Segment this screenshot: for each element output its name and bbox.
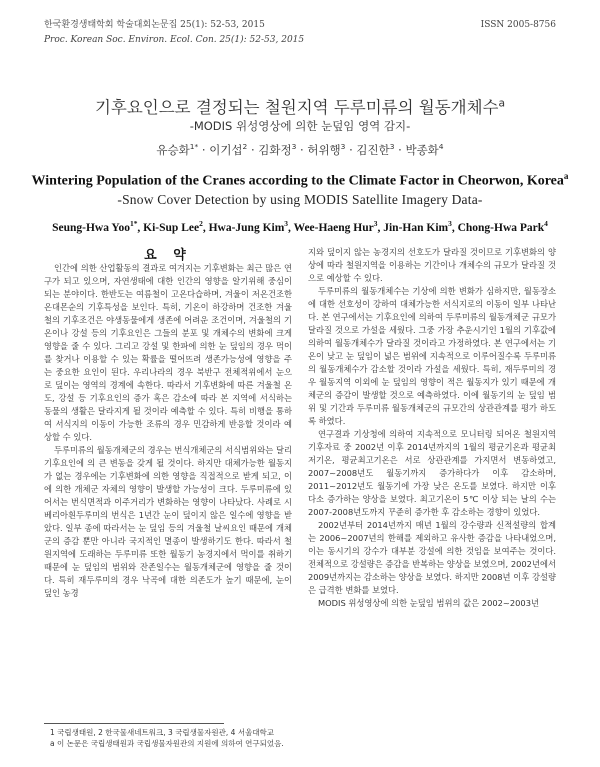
body-paragraph: 연구결과 기상청에 의하여 지속적으로 모니터링 되어온 철원지역 기후자료 중 2002년 이후 2014년까지의 1월의 평균기온과 평균최저기온, 평균최고기온은 서로 상관관계를 가지면서 변동하였고, 2007~2008년도 월동기까지 증가하다가 이후 감소하며, 2011~2012년도 월동기에 가장 낮은 온도를 보였다. 하지만 이후 다소 증가하는 양상을 보였다. 최고기온이 5℃ 이상 되는 날의 수는 2007-2008년도까지 꾸준히 증가한 후 감소하는 경향이 있었다. [308,429,556,517]
author-name: Hwa-Jung Kim [208,221,285,234]
author-affiliation-mark: 1* [189,142,199,152]
title-ko: 기후요인으로 결정되는 철원지역 두루미류의 월동개체수$^a$ [94,96,506,117]
author-separator: , [137,221,144,234]
author-name: 유승화 [156,143,190,157]
subtitle-en: -Snow Cover Detection by using MODIS Satellite Imagery Data- [117,192,483,207]
author-separator: , [202,221,209,234]
journal-citation-en: Proc. Korean Soc. Environ. Ecol. Con. 25(1): 52-53, 2015 [44,35,305,45]
author-affiliation-mark: 3 [448,219,452,228]
author-affiliation-mark: 4 [438,142,444,152]
journal-citation-ko: 한국환경생태학회 학술대회논문집 25(1): 52-53, 2015 [44,20,265,30]
authors-en [0,219,600,234]
body-column-right [308,246,556,610]
author-name: Seung-Hwa Yoo [52,221,130,234]
author-affiliation-mark: 2 [242,142,248,152]
title-en: Wintering Population of the Cranes according to the Climate Factor in Cheorwon, Korea$^a$ [31,171,569,189]
body-paragraph: 지와 덮이지 않는 농경지의 선호도가 달라질 것이므로 기후변화의 양상에 따라 철원지역을 이용하는 기간이나 개체수의 규모가 달라질 것으로 예상할 수 있다. [308,247,556,283]
body-paragraph: 두루미류의 월동개체수는 기상에 의한 변화가 심하지만, 월동장소에 대한 선호성이 강하여 대체가능한 서식지로의 이동이 일부 나타난다. 본 연구에서는 기후요인에 의하여 두루미류의 월동개체군 규모가 달라질 것으로 가설을 세웠다. 그중 가장 추운시기인 1월의 기후값에 의하여 월동개체수가 달라질 것이라고 가정하였다. 본 연구에서는 기온이 낮고 눈 덮임이 넓은 범위에 지속적으로 이루어질수록 두루미류의 월동개체수가 감소할 것이라 가설을 세웠다. 특히, 재두루미의 경우 월동지역 이외에 눈 덮임의 영향이 적은 월동지가 있기 때문에 개체군의 증감이 발생할 것으로 예측하였다. 이에 월동기의 눈 덮임 범위 및 기간과 두루미류 월동개체군의 규모간의 상관관계를 평가 하도록 하였다. [308,286,556,426]
author-name: Chong-Hwa Park [457,221,545,234]
author-separator: · [394,143,406,157]
author-affiliation-mark: 3 [291,142,297,152]
running-header [44,18,556,48]
footnote-affiliations: 1 국립생태원, 2 한국물새네트워크, 3 국립생물자원관, 4 서울대학교 [50,728,275,737]
author-name: Jin-Han Kim [383,221,449,234]
author-separator: , [288,221,294,234]
body-paragraph: 인간에 의한 산업활동의 결과로 여겨지는 기후변화는 최근 많은 연구가 되고 있으며, 자연생태에 대한 인간의 영향을 알기위해 중심이 되는 분야이다. 한반도는 여름철이 고온다습하며, 겨울이 저온건조한 온대몬순의 기후특성을 보인다. 특히, 기온이 하강하며 건조한 겨울철의 기후조건은 야생동물에게 생존에 어려운 조건이며, 겨울철의 기온이나 강설 등의 기후요인은 그들의 분포 및 개체수의 변화에 크게 영향을 줄 수 있다. 그리고 강설 및 한파에 의한 눈 덮임의 경우 먹이를 찾거나 이용할 수 있는 확률을 떨어뜨려 생존가능성에 영향을 주는 중요한 요인이 된다. 우리나라의 경우 북반구 전체적위에서 눈으로 덮이는 영역의 경계에 속한다. 따라서 기후변화에 따른 겨울철 온도, 강설 등 기후요인의 증가 혹은 감소에 따라 본 지역에 서식하는 동물의 생활은 달라지게 될 것이라 예측할 수 있다. 특히 비행을 통하여 서식지의 이동이 가능한 조류의 경우 민감하게 반응할 것이라 예상할 수 있다. [44,263,292,442]
author-name: 박종화 [405,143,439,157]
body-paragraph: MODIS 위성영상에 의한 눈덮임 범위의 값은 2002~2003년 [317,598,539,608]
title-ko-footnote-mark: a [498,96,506,110]
author-affiliation-mark: 3 [340,142,346,152]
author-name: 이기섭 [209,143,243,157]
author-affiliation-mark: 3 [373,219,378,228]
author-name: 김진한 [356,143,390,157]
author-name: Wee-Haeng Hur [293,221,374,234]
author-separator: , [451,221,458,234]
author-name: Ki-Sup Lee [143,221,200,234]
footnotes [50,727,550,749]
body-paragraph: 두루미류의 월동개체군의 경우는 번식개체군의 서식범위와는 달리 기후요인에 의 큰 변동을 갖게 될 것이다. 하지만 대체가능한 월동지가 없는 경우에는 기후변화에 의한 영향을 직접적으로 받게 되고, 이에 의한 개체군 자체의 영향이 발생할 가능성이 크다. 두루미류에 있어서는 번식면적과 이주거리가 변화하는 영향이 나타났다. 사례로 시베리아흰두루미의 번식은 1년간 눈이 덮이지 않은 일수에 영향을 받았다. 일부 종에 따라서는 눈 덮임 등의 겨울철 날씨요인 때문에 개체군의 증감 뿐만 아니라 국지적인 멸종이 발생하기도 한다. 따라서 철원지역에 도래하는 두루미류 또한 월동기 농경지에서 먹이를 취하기 때문에 눈 덮임의 범위와 잔존일수는 월동개체군에 영향을 줄 것이다. 특히 재두루미의 경우 낙곡에 대한 의존도가 높기 때문에, 눈이 덮인 농경 [44,445,292,598]
issn: ISSN 2005-8756 [480,20,556,30]
body-paragraph: 2002년부터 2014년까지 매년 1월의 강수량과 신적설량의 합계는 2006~2007년의 한해를 제외하고 유사한 증감을 나타내었으며, 이는 동시기의 강수가 대부분 강설에 의한 것임을 보여주는 것이다. 전체적으로 강설량은 증감을 반복하는 양상을 보였으며, 2002년에서 2009년까지는 감소하는 양상을 보였다. 하지만 2008년 이후 강설량은 급격한 변화를 보였다. [308,520,556,595]
body-column-left [44,262,292,600]
author-affiliation-mark: 1* [129,219,138,228]
author-separator: , [377,221,384,234]
title-en-footnote-mark: a [563,171,569,181]
author-affiliation-mark: 3 [389,142,395,152]
subtitle-ko: -MODIS 위성영상에 의한 눈덮임 영역 감지- [189,119,411,133]
author-name: 허위행 [307,143,341,157]
authors-ko [0,142,600,158]
abstract-heading: 요 약 [144,248,192,263]
footnote-rule [44,723,224,724]
author-name: 김화정 [258,143,292,157]
author-affiliation-mark: 2 [199,219,203,228]
author-affiliation-mark: 4 [544,219,548,228]
author-separator: · [198,143,210,157]
author-separator: · [247,143,259,157]
author-separator: · [296,143,308,157]
author-separator: · [345,143,357,157]
author-affiliation-mark: 3 [284,219,289,228]
footnote-funding: a 이 논문은 국립생태원과 국립생물자원관의 지원에 의하여 연구되었음. [50,739,284,748]
